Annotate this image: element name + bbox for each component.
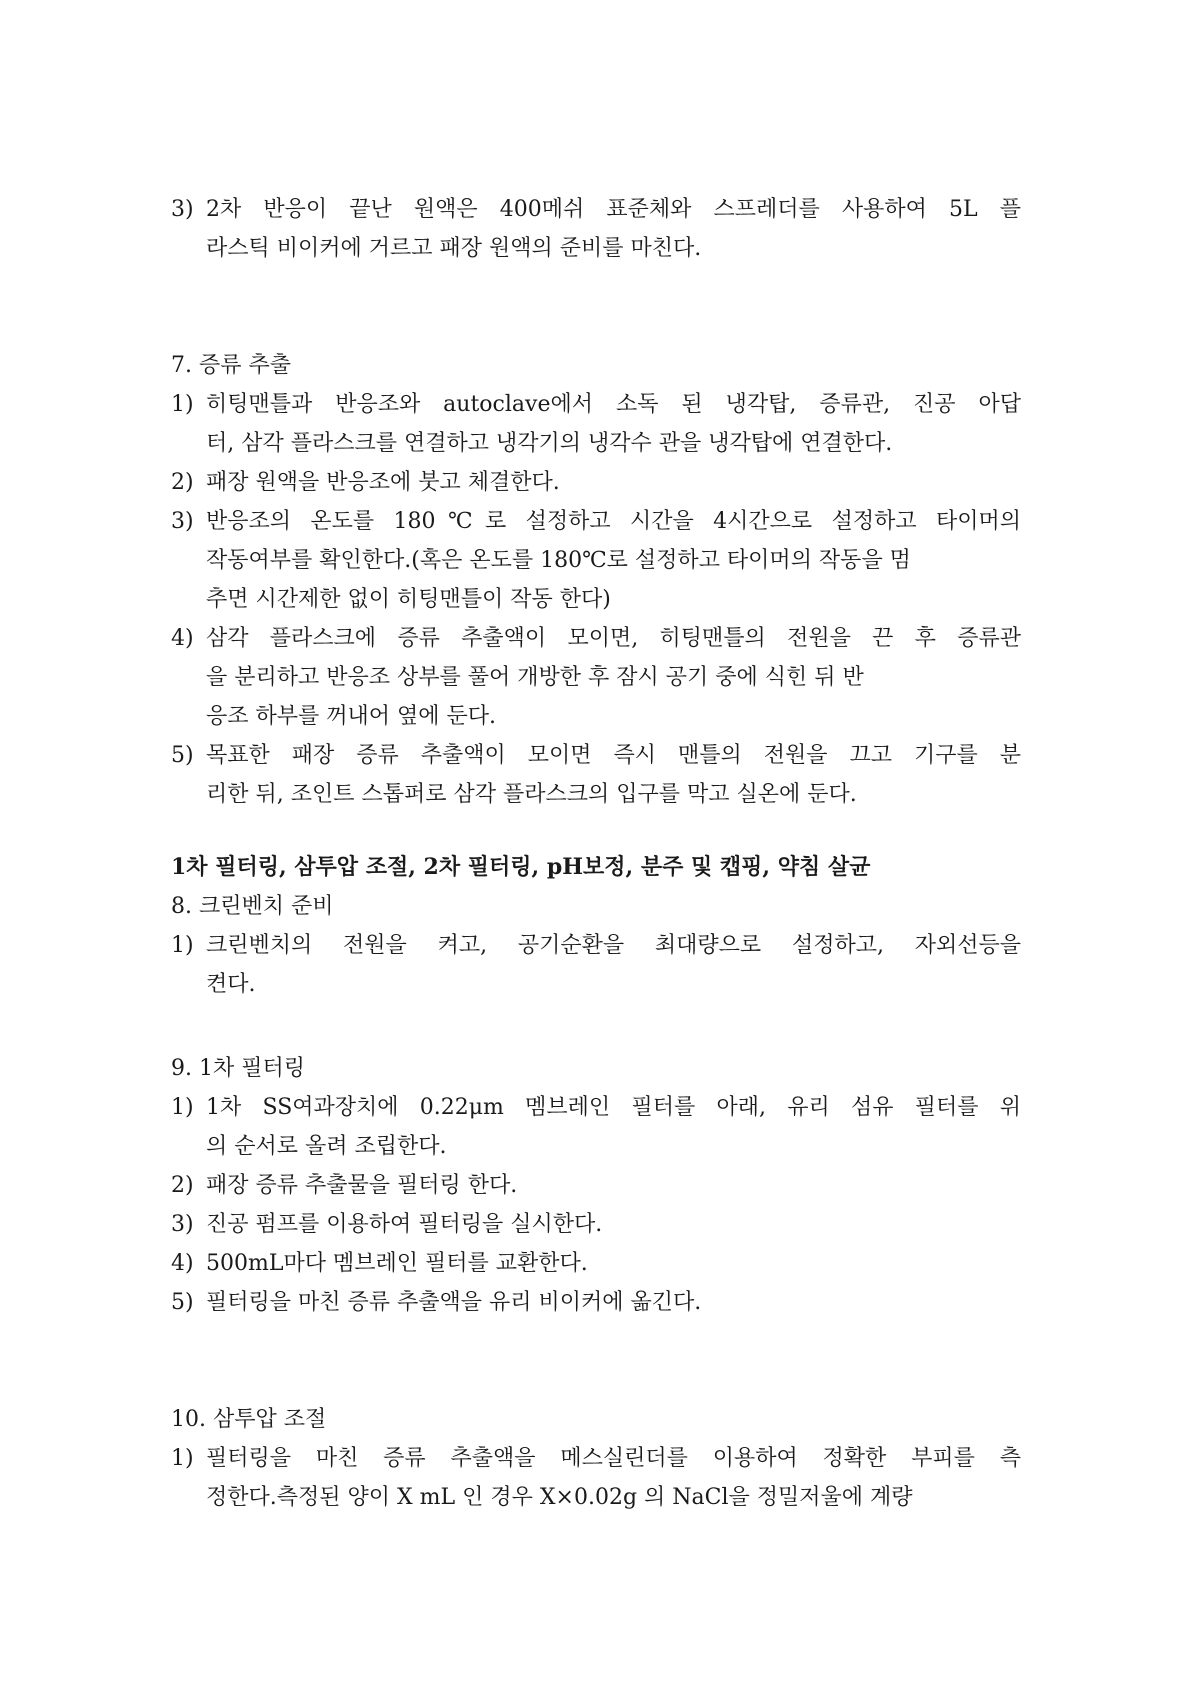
list-item [171, 1244, 1021, 1283]
list-item [171, 1088, 1021, 1127]
item-text: 반응조의 온도를 180℃로 설정하고 시간을 4시간으로 설정하고 타이머의 [206, 509, 1021, 534]
item-text: 목표한 패장 증류 추출액이 모이면 즉시 맨틀의 전원을 끄고 기구를 분 [206, 743, 1021, 768]
item-text: 진공 펌프를 이용하여 필터링을 실시한다. [206, 1212, 603, 1237]
item-number: 1) [171, 392, 194, 417]
item-text-continued: 정한다.측정된 양이 X mL 인 경우 X×0.02g 의 NaCl을 정밀저울에 계량 [206, 1485, 913, 1510]
item-text: 크린벤치의 전원을 켜고, 공기순환을 최대량으로 설정하고, 자외선등을 [206, 933, 1021, 958]
item-number: 2) [171, 470, 194, 495]
section-heading: 1차 필터링, 삼투압 조절, 2차 필터링, pH보정, 분주 및 캡핑, 약침 살균 [171, 854, 871, 880]
list-item [171, 1439, 1021, 1478]
list-item [171, 1283, 1021, 1322]
section-title-10: 10. 삼투압 조절 [171, 1407, 327, 1432]
list-item [171, 926, 1021, 965]
item-text-continued: 터, 삼각 플라스크를 연결하고 냉각기의 냉각수 관을 냉각탑에 연결한다. [206, 431, 893, 456]
list-item [171, 502, 1021, 541]
item-number: 5) [171, 743, 194, 768]
item-text: 필터링을 마친 증류 추출액을 유리 비이커에 옮긴다. [206, 1290, 702, 1315]
list-item [171, 619, 1021, 658]
section-title-8: 8. 크린벤치 준비 [171, 894, 334, 919]
item-number: 3) [171, 509, 194, 534]
item-number: 5) [171, 1290, 194, 1315]
list-item [171, 1166, 1021, 1205]
list-item [171, 385, 1021, 424]
item-text-continued: 라스틱 비이커에 거르고 패장 원액의 준비를 마친다. [206, 236, 702, 261]
item-text: 삼각 플라스크에 증류 추출액이 모이면, 히팅맨틀의 전원을 끈 후 증류관 [206, 626, 1021, 651]
item-text: 히팅맨틀과 반응조와 autoclave에서 소독 된 냉각탑, 증류관, 진공 아답 [206, 392, 1021, 417]
list-item [171, 463, 1021, 502]
item-number: 4) [171, 1251, 194, 1276]
item-number: 2) [171, 1173, 194, 1198]
section-title-7: 7. 증류 추출 [171, 353, 291, 378]
item-number: 1) [171, 1446, 194, 1471]
list-item [171, 190, 1021, 229]
item-number: 4) [171, 626, 194, 651]
item-text-continued: 의 순서로 올려 조립한다. [206, 1134, 447, 1159]
item-text-continued: 을 분리하고 반응조 상부를 풀어 개방한 후 잠시 공기 중에 식힌 뒤 반 [206, 665, 864, 690]
item-text: 패장 원액을 반응조에 붓고 체결한다. [206, 470, 560, 495]
list-item [171, 1205, 1021, 1244]
item-text-continued: 리한 뒤, 조인트 스톱퍼로 삼각 플라스크의 입구를 막고 실온에 둔다. [206, 782, 857, 807]
item-text-continued: 켠다. [206, 972, 256, 997]
item-text-continued: 응조 하부를 꺼내어 옆에 둔다. [206, 704, 496, 729]
document-page [171, 190, 1021, 1517]
item-number: 1) [171, 933, 194, 958]
item-text: 500mL마다 멤브레인 필터를 교환한다. [206, 1251, 588, 1276]
list-item [171, 736, 1021, 775]
item-number: 3) [171, 197, 194, 222]
item-text: 1차 SS여과장치에 0.22μm 멤브레인 필터를 아래, 유리 섬유 필터를 위 [206, 1095, 1021, 1120]
item-number: 1) [171, 1095, 194, 1120]
item-text-continued: 작동여부를 확인한다.(혹은 온도를 180℃로 설정하고 타이머의 작동을 멈 [206, 548, 911, 573]
item-text: 2차 반응이 끝난 원액은 400메쉬 표준체와 스프레더를 사용하여 5L 플 [206, 197, 1021, 222]
item-number: 3) [171, 1212, 194, 1237]
item-text: 패장 증류 추출물을 필터링 한다. [206, 1173, 518, 1198]
item-text: 필터링을 마친 증류 추출액을 메스실린더를 이용하여 정확한 부피를 측 [206, 1446, 1021, 1471]
section-title-9: 9. 1차 필터링 [171, 1056, 305, 1081]
item-text-continued: 추면 시간제한 없이 히팅맨틀이 작동 한다) [206, 587, 611, 612]
